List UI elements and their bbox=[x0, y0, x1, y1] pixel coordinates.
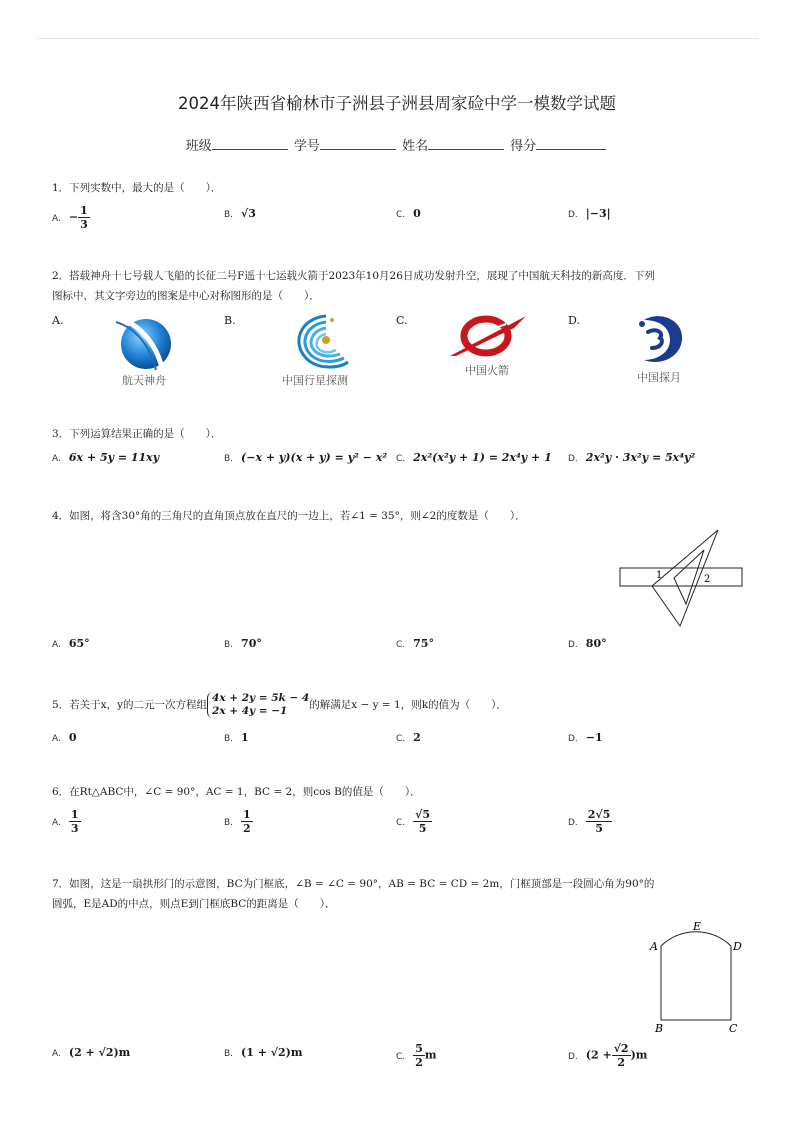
q7-option-d[interactable]: D. (2 + $\frac{√2}{2}$ )m bbox=[568, 1042, 648, 1069]
q5-option-d[interactable]: D. −1 bbox=[568, 731, 603, 744]
page-title: 2024年陕西省榆林市子洲县子洲县周家硷中学一模数学试题 bbox=[178, 94, 616, 113]
point-c-label: C bbox=[729, 1022, 738, 1035]
q4-option-c[interactable]: C. 75° bbox=[396, 637, 434, 650]
header-divider bbox=[36, 38, 758, 39]
point-a-label: A bbox=[650, 940, 658, 953]
equation-system: 4x + 2y = 5k − 4 2x + 4y = −1 bbox=[207, 692, 309, 718]
q1-option-c[interactable]: C. 0 bbox=[396, 207, 421, 220]
q2-c-caption: 中国火箭 bbox=[465, 364, 509, 377]
planet-exploration-logo-icon bbox=[286, 310, 350, 372]
question-5-stem: 5．若关于x，y的二元一次方程组 4x + 2y = 5k − 4 2x + 4y = −1 的解满足x − y = 1，则k的值为（ ）． bbox=[52, 692, 507, 717]
q6-option-b[interactable]: B. $\frac{1}{2}$ bbox=[224, 808, 251, 835]
question-4-stem: 4．如图，将含30°角的三角尺的直角顶点放在直尺的一边上，若∠1 = 35°，则∠2的度数是（ ）． bbox=[52, 510, 526, 522]
q2-d-caption: 中国探月 bbox=[637, 371, 681, 384]
question-7-stem: 7．如图，这是一扇拱形门的示意图，BC为门框底，∠B = ∠C = 90°，AB = BC = CD = 2m，门框顶部是一段圆心角为90°的 圆弧，E是AD的中点，则点E到门框底BC的距离是（ ）． bbox=[52, 878, 655, 910]
point-b-label: B bbox=[655, 1022, 664, 1035]
class-field[interactable]: 班级 bbox=[186, 135, 290, 154]
question-3-stem: 3．下列运算结果正确的是（ ）． bbox=[52, 428, 222, 440]
q2-option-c-label[interactable]: C. bbox=[396, 314, 408, 327]
student-info-row bbox=[0, 135, 794, 154]
q4-option-a[interactable]: A. 65° bbox=[52, 637, 90, 650]
q4-option-b[interactable]: B. 70° bbox=[224, 637, 262, 650]
point-e-label: E bbox=[693, 920, 702, 933]
point-d-label: D bbox=[733, 940, 742, 953]
shenzhou-logo-icon bbox=[112, 314, 176, 370]
q5-option-c[interactable]: C. 2 bbox=[396, 731, 421, 744]
score-field[interactable]: 得分 bbox=[510, 135, 608, 154]
q1-option-a[interactable]: A. − $\frac{1}{3}$ bbox=[52, 204, 88, 231]
arched-door-figure bbox=[645, 918, 749, 1036]
q7-option-c[interactable]: C. $\frac{5}{2}$ m bbox=[396, 1042, 437, 1069]
q2-a-caption: 航天神舟 bbox=[122, 374, 166, 387]
q4-option-d[interactable]: D. 80° bbox=[568, 637, 607, 650]
question-1-stem: 1．下列实数中，最大的是（ ）． bbox=[52, 182, 222, 194]
q2-option-a-label[interactable]: A. bbox=[52, 314, 64, 327]
q6-option-c[interactable]: C. $\frac{√5}{5}$ bbox=[396, 808, 431, 835]
student-number-field[interactable]: 学号 bbox=[294, 135, 398, 154]
q3-option-a[interactable]: A. 6x + 5y = 11xy bbox=[52, 451, 160, 464]
q2-option-b-label[interactable]: B. bbox=[224, 314, 236, 327]
china-rocket-logo-icon bbox=[448, 312, 528, 358]
q3-option-b[interactable]: B. (−x + y)(x + y) = y² − x² bbox=[224, 451, 388, 464]
q3-option-c[interactable]: C. 2x²(x²y + 1) = 2x⁴y + 1 bbox=[396, 451, 552, 464]
q2-option-d-label[interactable]: D. bbox=[568, 314, 580, 327]
q1-option-b[interactable]: B. √3 bbox=[224, 207, 256, 220]
q1-option-d[interactable]: D. |−3| bbox=[568, 207, 611, 220]
angle-1-label: 1 bbox=[656, 570, 663, 581]
q7-option-a[interactable]: A. (2 + √2)m bbox=[52, 1046, 131, 1059]
ruler-triangle-figure bbox=[618, 528, 744, 630]
q5-option-b[interactable]: B. 1 bbox=[224, 731, 249, 744]
lunar-exploration-logo-icon bbox=[634, 312, 686, 366]
question-6-stem: 6．在Rt△ABC中，∠C = 90°，AC = 1，BC = 2，则cos B的值是（ ）． bbox=[52, 786, 421, 798]
angle-2-label: 2 bbox=[704, 574, 711, 585]
q6-option-d[interactable]: D. $\frac{2√5}{5}$ bbox=[568, 808, 611, 835]
q5-option-a[interactable]: A. 0 bbox=[52, 731, 77, 744]
q6-option-a[interactable]: A. $\frac{1}{3}$ bbox=[52, 808, 79, 835]
name-field[interactable]: 姓名 bbox=[402, 135, 506, 154]
q2-b-caption: 中国行星探测 bbox=[282, 374, 348, 387]
q7-option-b[interactable]: B. (1 + √2)m bbox=[224, 1046, 303, 1059]
q3-option-d[interactable]: D. 2x²y · 3x²y = 5x⁴y² bbox=[568, 451, 696, 464]
question-2-stem: 2．搭载神舟十七号载人飞船的长征二号F遥十七运载火箭于2023年10月26日成功发射升空，展现了中国航天科技的新高度．下列 图标中，其文字旁边的图案是中心对称图形的是（ ）． bbox=[52, 270, 655, 302]
